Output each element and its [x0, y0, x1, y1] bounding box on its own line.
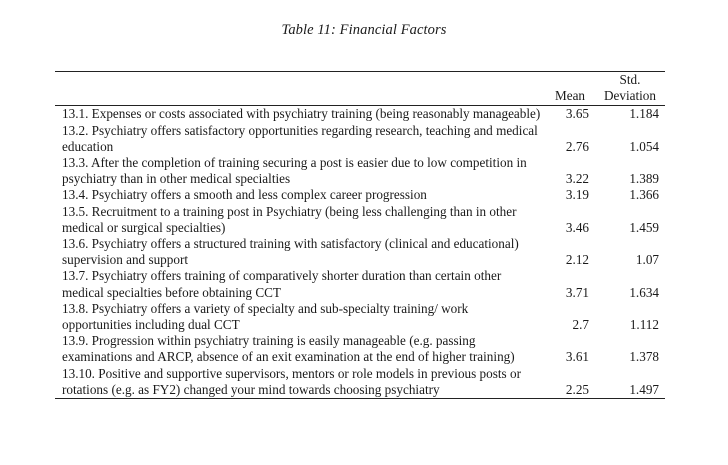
row-label: 13.6. Psychiatry offers a structured training with satisfactory (clinical and educational) supervision and support [62, 236, 519, 268]
table-row [55, 204, 665, 236]
row-mean: 2.7 [572, 317, 589, 333]
row-mean: 3.46 [565, 219, 589, 235]
row-label: 13.1. Expenses or costs associated with psychiatry training (being reasonably manageable) [62, 106, 541, 122]
row-label: 13.8. Psychiatry offers a variety of specialty and sub-specialty training/ work opportunities including dual CCT [62, 300, 469, 333]
table-header-row [55, 72, 665, 106]
table-row [55, 333, 665, 365]
row-mean: 2.12 [565, 252, 589, 268]
financial-factors-table [55, 71, 665, 399]
row-std-deviation: 1.459 [629, 219, 659, 235]
header-sd-line2: Deviation [603, 88, 656, 104]
row-std-deviation: 1.112 [629, 317, 659, 333]
row-mean: 2.25 [545, 366, 595, 399]
row-label: 13.2. Psychiatry offers satisfactory opportunities regarding research, teaching and medical education [62, 122, 538, 154]
header-item [55, 72, 545, 106]
row-label: 13.10. Positive and supportive supervisors, mentors or role models in previous posts or rotations (e.g. as FY2) changed your mind towards choosing psychiatry [55, 366, 545, 399]
row-std-deviation: 1.497 [595, 366, 665, 399]
table-row [55, 123, 665, 155]
row-mean: 3.19 [565, 187, 589, 203]
row-label: 13.3. After the completion of training securing a post is easier due to low competition in psychiatry than in other medical specialties [62, 155, 527, 187]
row-mean: 2.76 [565, 138, 589, 154]
row-std-deviation: 1.389 [629, 171, 659, 187]
header-std-deviation [595, 72, 665, 106]
table-row [55, 236, 665, 268]
row-std-deviation: 1.378 [629, 349, 659, 365]
row-std-deviation: 1.366 [629, 187, 659, 203]
table-row [55, 187, 665, 203]
table-row [55, 155, 665, 187]
table-row [55, 366, 665, 399]
table-row [55, 268, 665, 300]
row-label: 13.5. Recruitment to a training post in Psychiatry (being less challenging than in other medical or surgical specialties) [62, 203, 517, 235]
row-std-deviation: 1.634 [629, 284, 659, 300]
row-std-deviation: 1.184 [629, 106, 659, 122]
row-std-deviation: 1.054 [629, 138, 659, 154]
row-std-deviation: 1.07 [635, 252, 659, 268]
row-mean: 3.22 [565, 171, 589, 187]
row-label: 13.4. Psychiatry offers a smooth and less complex career progression [62, 187, 427, 203]
row-mean: 3.71 [565, 284, 589, 300]
header-sd-line1: Std. [619, 72, 641, 87]
table-row [55, 106, 665, 123]
row-label: 13.9. Progression within psychiatry training is easily manageable (e.g. passing examinations and ARCP, absence of an exit examination at the end of higher training) [62, 333, 515, 365]
row-label: 13.7. Psychiatry offers training of comparatively shorter duration than certain other medical specialties before obtaining CCT [62, 268, 502, 300]
header-mean: Mean [545, 72, 595, 106]
table-caption: Table 11: Financial Factors [281, 22, 447, 38]
table-row [55, 301, 665, 333]
row-mean: 3.61 [565, 349, 589, 365]
row-mean: 3.65 [565, 106, 589, 122]
